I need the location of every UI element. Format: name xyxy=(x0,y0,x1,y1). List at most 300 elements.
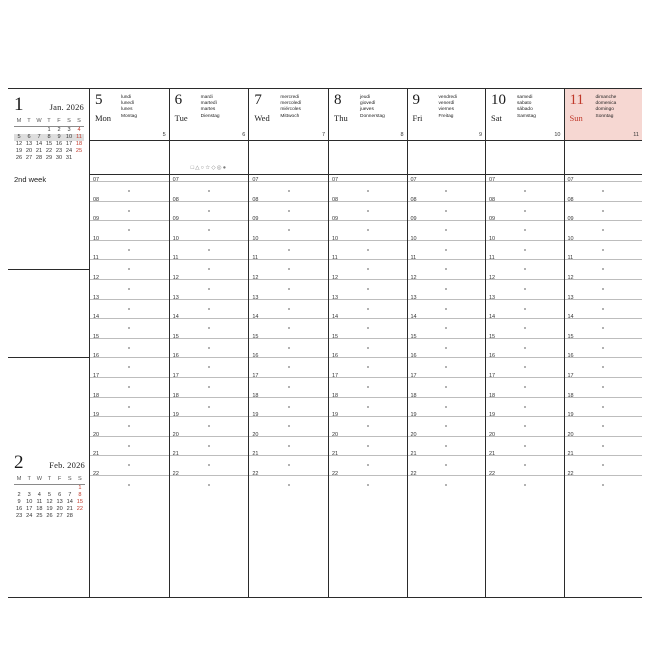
mini-day: 12 xyxy=(15,141,23,147)
day-column-sun[interactable] xyxy=(565,89,643,597)
hour-line xyxy=(408,259,486,260)
day-header xyxy=(249,89,328,141)
hour-grid[interactable] xyxy=(565,175,643,597)
hour-row[interactable] xyxy=(329,294,407,319)
mini-week-row-current xyxy=(14,134,84,141)
hour-row[interactable] xyxy=(486,196,564,221)
hour-label: 09 xyxy=(172,216,179,223)
hour-row[interactable] xyxy=(486,372,564,397)
hour-row[interactable] xyxy=(249,412,328,436)
mini-day: 25 xyxy=(75,148,83,154)
hour-row[interactable] xyxy=(249,216,328,240)
hour-row[interactable] xyxy=(249,372,328,397)
mini-week-row xyxy=(14,513,85,520)
hour-line xyxy=(170,475,249,476)
half-hour-dot-icon xyxy=(288,366,290,368)
day-weekday-translations xyxy=(280,93,301,140)
hour-line xyxy=(565,259,643,260)
hour-line xyxy=(408,181,486,182)
day-column-wed[interactable] xyxy=(249,89,328,597)
hour-row[interactable] xyxy=(329,451,407,475)
hour-row[interactable] xyxy=(249,451,328,475)
hour-row[interactable] xyxy=(408,431,486,456)
hour-row[interactable] xyxy=(329,372,407,397)
hour-line xyxy=(170,259,249,260)
half-hour-dot-icon xyxy=(602,425,604,427)
hour-label: 09 xyxy=(567,216,574,223)
hour-row[interactable] xyxy=(565,431,643,456)
day-weekday-it: mercoledì xyxy=(280,101,302,107)
hour-label: 14 xyxy=(567,314,574,321)
hour-row[interactable] xyxy=(329,255,407,279)
hour-row[interactable] xyxy=(90,451,169,475)
mini-day: 28 xyxy=(66,513,73,519)
hour-line xyxy=(565,475,643,476)
hour-row[interactable] xyxy=(408,255,486,279)
hour-line xyxy=(329,357,407,358)
hour-label: 18 xyxy=(332,392,339,399)
day-notes-area[interactable] xyxy=(170,141,249,175)
hour-row[interactable] xyxy=(408,470,486,495)
day-weekday-fr: lundi xyxy=(121,95,132,100)
hour-row[interactable] xyxy=(329,353,407,377)
day-weekday-it: sabato xyxy=(517,101,532,107)
half-hour-dot-icon xyxy=(208,327,210,329)
hour-row[interactable] xyxy=(170,196,249,221)
mini-day xyxy=(75,513,85,520)
hour-label: 19 xyxy=(410,412,417,419)
hour-grid[interactable] xyxy=(329,175,407,597)
day-weekday-en: Sun xyxy=(569,113,583,123)
hour-row[interactable] xyxy=(170,372,249,397)
day-header-left xyxy=(175,93,201,140)
day-number: 11 xyxy=(569,92,584,108)
hour-label: 10 xyxy=(93,235,100,242)
hour-label: 12 xyxy=(410,274,417,281)
hour-line xyxy=(329,279,407,280)
hour-row[interactable] xyxy=(486,353,564,377)
day-header-left xyxy=(570,93,596,140)
day-weekday-en: Fri xyxy=(412,113,423,123)
hour-row[interactable] xyxy=(486,431,564,456)
hour-row[interactable] xyxy=(90,333,169,358)
hour-label: 11 xyxy=(489,255,495,262)
hour-label: 21 xyxy=(93,451,100,458)
hour-row[interactable] xyxy=(90,353,169,377)
mini-week-row xyxy=(14,485,85,493)
mini-day: 3 xyxy=(67,127,71,133)
day-notes-area[interactable] xyxy=(565,141,643,175)
hour-row[interactable] xyxy=(329,470,407,495)
hour-row[interactable] xyxy=(90,235,169,260)
hour-line xyxy=(486,240,564,241)
hour-label: 11 xyxy=(172,255,179,262)
hour-line xyxy=(249,436,328,437)
hour-label: 20 xyxy=(489,431,496,438)
hour-row[interactable] xyxy=(565,274,643,299)
day-index: 5 xyxy=(162,132,166,138)
day-notes-area[interactable] xyxy=(408,141,486,175)
hour-row[interactable] xyxy=(486,333,564,358)
hour-row[interactable] xyxy=(486,314,564,338)
hour-line xyxy=(565,181,643,182)
hour-row[interactable] xyxy=(249,274,328,299)
half-hour-dot-icon xyxy=(128,327,130,329)
half-hour-dot-icon xyxy=(524,406,526,408)
day-column-mon[interactable] xyxy=(90,89,170,597)
hour-line xyxy=(408,455,486,456)
mini-day: 30 xyxy=(55,155,63,161)
hour-row[interactable] xyxy=(565,412,643,436)
hour-row[interactable] xyxy=(329,392,407,417)
day-weekday-it: martedì xyxy=(200,101,217,107)
hour-row[interactable] xyxy=(170,294,249,319)
hour-row[interactable] xyxy=(565,451,643,475)
half-hour-dot-icon xyxy=(524,327,526,329)
mini-day: 21 xyxy=(66,506,73,512)
hour-label: 10 xyxy=(332,235,339,242)
hour-row[interactable] xyxy=(565,294,643,319)
hour-label: 07 xyxy=(489,177,496,183)
hour-row[interactable] xyxy=(408,333,486,358)
day-index: 11 xyxy=(633,132,639,138)
hour-row[interactable] xyxy=(90,294,169,319)
half-hour-dot-icon xyxy=(602,445,604,447)
half-hour-dot-icon xyxy=(208,464,210,466)
hour-label: 18 xyxy=(489,392,496,399)
hour-label: 15 xyxy=(93,333,100,340)
hour-row[interactable] xyxy=(565,333,643,358)
hour-line xyxy=(90,416,169,417)
hour-label: 21 xyxy=(252,451,259,458)
day-header xyxy=(90,89,169,141)
hour-label: 15 xyxy=(410,333,417,340)
hour-row[interactable] xyxy=(565,255,643,279)
mini-weekday: S xyxy=(65,476,75,485)
half-hour-dot-icon xyxy=(128,445,130,447)
hour-line xyxy=(408,318,486,319)
hour-grid[interactable] xyxy=(90,175,169,597)
hour-line xyxy=(170,357,249,358)
mini-day: 20 xyxy=(25,148,33,154)
day-notes-area[interactable] xyxy=(329,141,407,175)
mini-week-row xyxy=(14,155,84,162)
hour-row[interactable] xyxy=(170,177,249,201)
hour-row[interactable] xyxy=(249,333,328,358)
hour-row[interactable] xyxy=(249,294,328,319)
hour-label: 17 xyxy=(172,372,179,379)
hour-row[interactable] xyxy=(486,412,564,436)
day-weekday-es: sábado xyxy=(517,107,533,113)
day-column-fri[interactable] xyxy=(408,89,487,597)
day-weekday-de: Samstag xyxy=(517,113,536,119)
hour-label: 21 xyxy=(332,451,339,458)
hour-row[interactable] xyxy=(486,255,564,279)
mini-month-number: 1 xyxy=(14,94,24,115)
mini-day xyxy=(55,485,65,493)
hour-row[interactable] xyxy=(90,431,169,456)
hour-row[interactable] xyxy=(170,216,249,240)
hour-row[interactable] xyxy=(408,451,486,475)
hour-label: 17 xyxy=(567,372,574,379)
hour-row[interactable] xyxy=(170,431,249,456)
hour-row[interactable] xyxy=(90,470,169,495)
hour-grid[interactable] xyxy=(486,175,564,597)
hour-label: 12 xyxy=(567,274,574,281)
hour-row[interactable] xyxy=(408,177,486,201)
hour-row[interactable] xyxy=(408,392,486,417)
half-hour-dot-icon xyxy=(367,229,369,231)
half-hour-dot-icon xyxy=(128,406,130,408)
hour-row[interactable] xyxy=(90,177,169,201)
hour-row[interactable] xyxy=(249,255,328,279)
half-hour-dot-icon xyxy=(445,406,447,408)
mini-weekday: M xyxy=(14,476,24,485)
hour-row[interactable] xyxy=(486,470,564,495)
hour-row[interactable] xyxy=(329,274,407,299)
hour-line xyxy=(329,259,407,260)
half-hour-dot-icon xyxy=(128,484,130,486)
hour-row[interactable] xyxy=(90,372,169,397)
hour-row[interactable] xyxy=(408,314,486,338)
hour-row[interactable] xyxy=(90,255,169,279)
hour-row[interactable] xyxy=(408,372,486,397)
mini-week-row xyxy=(14,499,85,506)
half-hour-dot-icon xyxy=(367,327,369,329)
hour-line xyxy=(249,416,328,417)
half-hour-dot-icon xyxy=(208,386,210,388)
half-hour-dot-icon xyxy=(524,386,526,388)
hour-row[interactable] xyxy=(329,333,407,358)
hour-line xyxy=(329,240,407,241)
day-number: 6 xyxy=(174,92,183,108)
hour-row[interactable] xyxy=(486,216,564,240)
hour-line xyxy=(486,220,564,221)
hour-line xyxy=(249,240,328,241)
mini-day: 27 xyxy=(56,513,63,519)
hour-line xyxy=(90,318,169,319)
hour-line xyxy=(90,357,169,358)
day-weekday-translations xyxy=(439,93,457,140)
mini-day xyxy=(14,127,24,135)
day-notes-area[interactable] xyxy=(486,141,564,175)
day-notes-area[interactable] xyxy=(249,141,328,175)
hour-line xyxy=(90,397,169,398)
mini-weekday-row xyxy=(14,118,84,127)
hour-line xyxy=(329,201,407,202)
hour-row[interactable] xyxy=(486,177,564,201)
day-notes-area[interactable] xyxy=(90,141,169,175)
hour-row[interactable] xyxy=(329,235,407,260)
hour-row[interactable] xyxy=(249,392,328,417)
hour-row[interactable] xyxy=(486,274,564,299)
hour-label: 16 xyxy=(252,353,259,360)
hour-label: 17 xyxy=(252,372,259,379)
hour-row[interactable] xyxy=(249,353,328,377)
hour-row[interactable] xyxy=(329,216,407,240)
hour-row[interactable] xyxy=(249,314,328,338)
memo-divider xyxy=(8,269,90,270)
hour-row[interactable] xyxy=(249,177,328,201)
hour-label: 12 xyxy=(172,274,179,281)
hour-row[interactable] xyxy=(90,392,169,417)
mini-day: 17 xyxy=(26,506,33,512)
hour-row[interactable] xyxy=(170,392,249,417)
hour-line xyxy=(90,240,169,241)
half-hour-dot-icon xyxy=(288,445,290,447)
half-hour-dot-icon xyxy=(602,210,604,212)
hour-label: 08 xyxy=(93,196,100,203)
page-rule-bottom xyxy=(8,597,642,598)
hour-line xyxy=(408,240,486,241)
hour-row[interactable] xyxy=(170,255,249,279)
hour-line xyxy=(170,338,249,339)
hour-row[interactable] xyxy=(565,470,643,495)
hour-row[interactable] xyxy=(170,470,249,495)
day-header-sunday xyxy=(565,89,643,141)
hour-row[interactable] xyxy=(408,412,486,436)
hour-line xyxy=(249,181,328,182)
hour-row[interactable] xyxy=(565,235,643,260)
hour-row[interactable] xyxy=(170,451,249,475)
half-hour-dot-icon xyxy=(128,425,130,427)
mini-day: 22 xyxy=(76,506,84,512)
hour-row[interactable] xyxy=(90,314,169,338)
day-number: 7 xyxy=(254,92,262,108)
hour-row[interactable] xyxy=(329,314,407,338)
hour-row[interactable] xyxy=(170,333,249,358)
half-hour-dot-icon xyxy=(208,190,210,192)
hour-row[interactable] xyxy=(90,196,169,221)
hour-label: 22 xyxy=(332,470,339,477)
day-weekday-fr: dimanche xyxy=(595,95,617,100)
hour-row[interactable] xyxy=(329,196,407,221)
hour-label: 08 xyxy=(410,196,417,203)
hour-row[interactable] xyxy=(565,314,643,338)
hour-label: 11 xyxy=(410,255,417,262)
hour-label: 16 xyxy=(172,353,179,360)
hour-row[interactable] xyxy=(565,372,643,397)
hour-row[interactable] xyxy=(565,392,643,417)
half-hour-dot-icon xyxy=(288,229,290,231)
mini-day: 11 xyxy=(74,134,84,141)
mini-day: 24 xyxy=(65,148,73,154)
hour-row[interactable] xyxy=(249,431,328,456)
hour-row[interactable] xyxy=(329,412,407,436)
mini-day: 7 xyxy=(34,134,44,141)
half-hour-dot-icon xyxy=(128,190,130,192)
hour-label: 13 xyxy=(252,294,259,301)
hour-row[interactable] xyxy=(565,196,643,221)
hour-row[interactable] xyxy=(170,412,249,436)
day-column-tue[interactable] xyxy=(170,89,250,597)
hour-label: 13 xyxy=(332,294,339,301)
hour-line xyxy=(565,318,643,319)
mini-week-row xyxy=(14,141,84,148)
hour-row[interactable] xyxy=(565,216,643,240)
hour-row[interactable] xyxy=(249,470,328,495)
hour-row[interactable] xyxy=(486,451,564,475)
hour-row[interactable] xyxy=(90,274,169,299)
mini-day: 6 xyxy=(24,134,34,141)
hour-label: 19 xyxy=(252,412,259,419)
half-hour-dot-icon xyxy=(445,268,447,270)
half-hour-dot-icon xyxy=(208,406,210,408)
hour-row[interactable] xyxy=(329,431,407,456)
day-weekday-es: jueves xyxy=(360,107,374,113)
half-hour-dot-icon xyxy=(367,210,369,212)
day-weekday-es: domingo xyxy=(595,107,614,113)
half-hour-dot-icon xyxy=(288,464,290,466)
hour-line xyxy=(329,181,407,182)
hour-row[interactable] xyxy=(170,353,249,377)
day-column-sat[interactable] xyxy=(486,89,565,597)
hour-line xyxy=(170,416,249,417)
hour-line xyxy=(249,318,328,319)
hour-row[interactable] xyxy=(486,392,564,417)
hour-line xyxy=(329,455,407,456)
hour-row[interactable] xyxy=(329,177,407,201)
hour-row[interactable] xyxy=(408,196,486,221)
hour-row[interactable] xyxy=(90,412,169,436)
half-hour-dot-icon xyxy=(367,445,369,447)
half-hour-dot-icon xyxy=(445,327,447,329)
hour-row[interactable] xyxy=(408,235,486,260)
hour-label: 08 xyxy=(172,196,179,203)
mini-day: 10 xyxy=(65,134,73,140)
hour-line xyxy=(249,220,328,221)
hour-row[interactable] xyxy=(565,177,643,201)
half-hour-dot-icon xyxy=(602,347,604,349)
half-hour-dot-icon xyxy=(524,484,526,486)
hour-row[interactable] xyxy=(408,294,486,319)
day-column-thu[interactable] xyxy=(329,89,408,597)
hour-row[interactable] xyxy=(565,353,643,377)
half-hour-dot-icon xyxy=(445,425,447,427)
hour-row[interactable] xyxy=(486,294,564,319)
hour-grid[interactable] xyxy=(408,175,486,597)
hour-row[interactable] xyxy=(170,274,249,299)
hour-label: 15 xyxy=(172,333,179,340)
day-weekday-de: Sonntag xyxy=(595,113,614,119)
hour-line xyxy=(486,279,564,280)
hour-row[interactable] xyxy=(486,235,564,260)
symbol-marks: □△○☆◇◎● xyxy=(190,165,228,171)
half-hour-dot-icon xyxy=(524,288,526,290)
hour-row[interactable] xyxy=(249,235,328,260)
hour-row[interactable] xyxy=(408,353,486,377)
hour-row[interactable] xyxy=(90,216,169,240)
day-header xyxy=(329,89,407,141)
half-hour-dot-icon xyxy=(445,484,447,486)
hour-label: 20 xyxy=(93,431,100,438)
half-hour-dot-icon xyxy=(445,288,447,290)
hour-row[interactable] xyxy=(170,314,249,338)
memo-divider xyxy=(8,357,90,358)
hour-grid[interactable] xyxy=(170,175,249,597)
mini-day: 18 xyxy=(36,506,43,512)
half-hour-dot-icon xyxy=(602,366,604,368)
hour-row[interactable] xyxy=(249,196,328,221)
hour-line xyxy=(408,201,486,202)
half-hour-dot-icon xyxy=(128,386,130,388)
half-hour-dot-icon xyxy=(602,386,604,388)
hour-row[interactable] xyxy=(408,216,486,240)
mini-day: 17 xyxy=(65,141,73,147)
hour-row[interactable] xyxy=(170,235,249,260)
hour-grid[interactable] xyxy=(249,175,328,597)
hour-row[interactable] xyxy=(408,274,486,299)
